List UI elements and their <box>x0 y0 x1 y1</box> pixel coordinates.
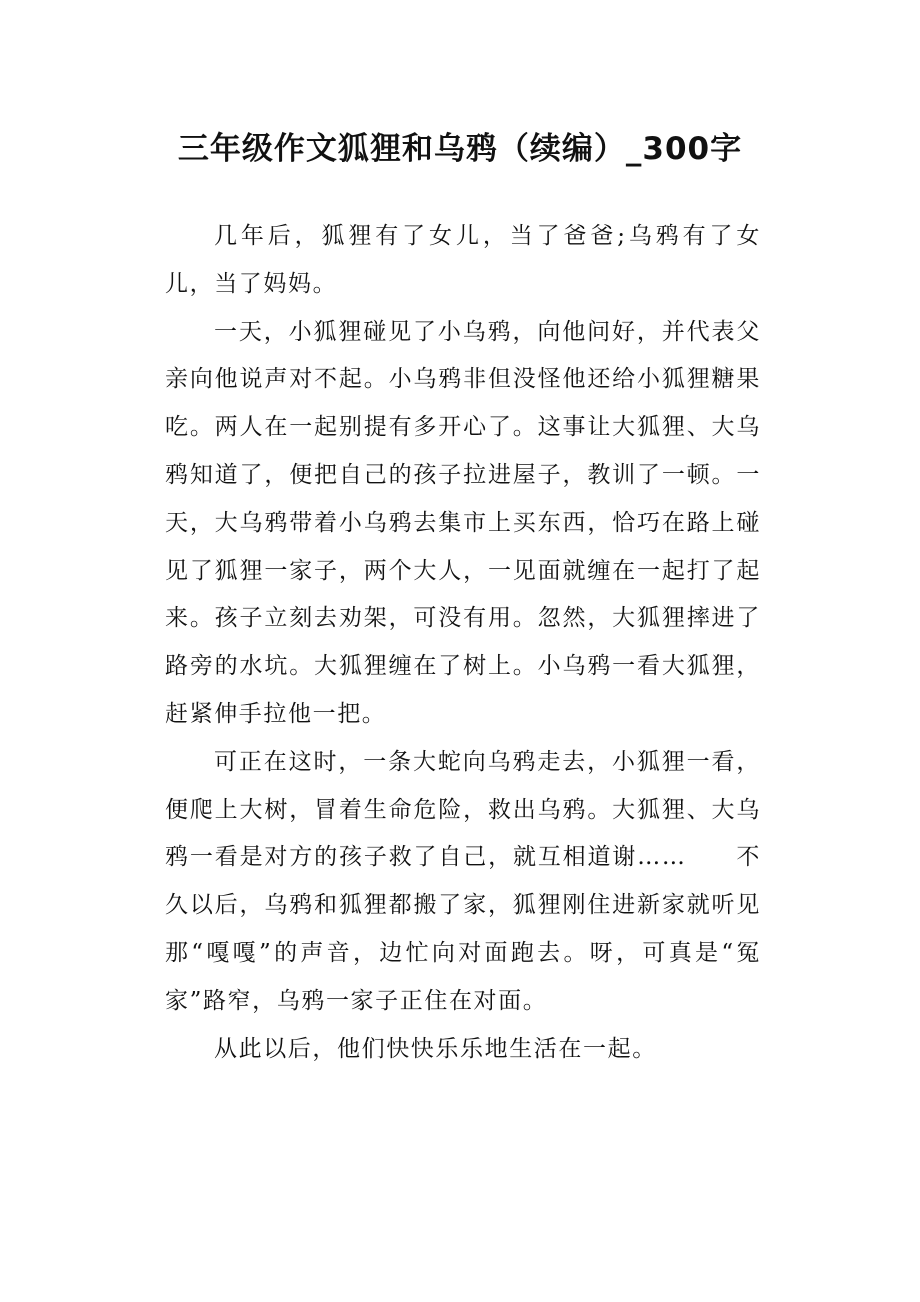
paragraph-1: 几年后，狐狸有了女儿，当了爸爸;乌鸦有了女儿，当了妈妈。 <box>165 223 761 297</box>
paragraph-4: 从此以后，他们快快乐乐地生活在一起。 <box>214 1035 657 1062</box>
document-title: 三年级作文狐狸和乌鸦（续编）_300字 <box>177 131 743 167</box>
document-body <box>165 213 761 1073</box>
paragraph-2: 一天，小狐狸碰见了小乌鸦，向他问好，并代表父亲向他说声对不起。小乌鸦非但没怪他还给小狐狸糖果吃。两人在一起别提有多开心了。这事让大狐狸、大乌鸦知道了，便把自己的孩子拉进屋子，教训了一顿。一天，大乌鸦带着小乌鸦去集市上买东西，恰巧在路上碰见了狐狸一家子，两个大人，一见面就缠在一起打了起来。孩子立刻去劝架，可没有用。忽然，大狐狸摔进了路旁的水坑。大狐狸缠在了树上。小乌鸦一看大狐狸，赶紧伸手拉他一把。 <box>165 318 761 727</box>
paragraph-3: 可正在这时，一条大蛇向乌鸦走去，小狐狸一看，便爬上大树，冒着生命危险，救出乌鸦。大狐狸、大乌鸦一看是对方的孩子救了自己，就互相道谢…… 不久以后，乌鸦和狐狸都搬了家，狐狸刚住进新家就听见那“嘎嘎”的声音，边忙向对面跑去。呀，可真是“冤家”路窄，乌鸦一家子正住在对面。 <box>165 748 761 1014</box>
